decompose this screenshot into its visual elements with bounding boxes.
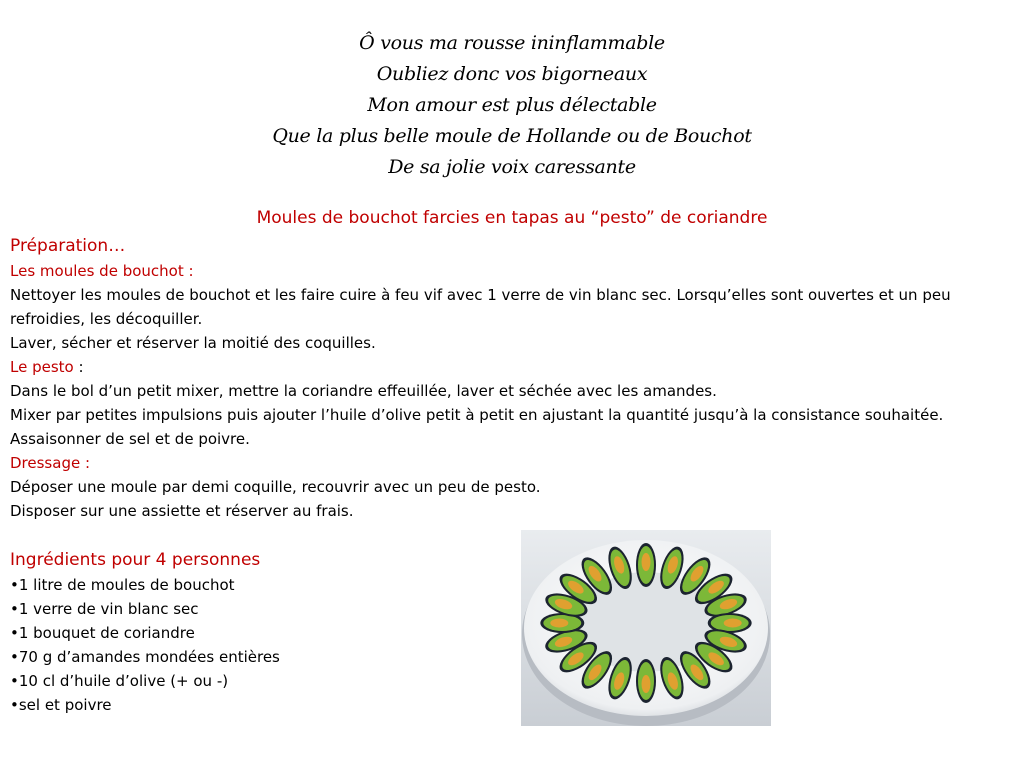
dressage-heading: Dressage : — [10, 454, 91, 472]
poem-line-1: Ô vous ma rousse ininflammable — [359, 32, 665, 54]
poem-line-5: De sa jolie voix caressante — [388, 156, 636, 178]
recipe-body — [10, 233, 1020, 523]
mussel — [636, 543, 656, 587]
mussel-flesh — [642, 553, 651, 571]
dressage-text-2: Disposer sur une assiette et réserver au frais. — [10, 502, 354, 520]
ingredient-item: •1 litre de moules de bouchot — [10, 576, 235, 594]
pesto-colon: : — [73, 358, 84, 376]
poem-line-3: Mon amour est plus délectable — [367, 94, 657, 116]
ingredient-item: •1 verre de vin blanc sec — [10, 600, 199, 618]
mussel-flesh — [724, 619, 742, 628]
pesto-heading: Le pesto — [10, 358, 74, 376]
dressage-text-1: Déposer une moule par demi coquille, recouvrir avec un peu de pesto. — [10, 478, 541, 496]
ingredient-item: •sel et poivre — [10, 696, 112, 714]
mussel — [636, 659, 656, 703]
mussels-plate-image — [521, 530, 771, 726]
pesto-text-1: Dans le bol d’un petit mixer, mettre la coriandre effeuillée, laver et séchée avec les amandes. — [10, 382, 717, 400]
pesto-heading-line — [10, 355, 1020, 379]
moules-text-2: Laver, sécher et réserver la moitié des coquilles. — [10, 334, 376, 352]
poem-line-2: Oubliez donc vos bigorneaux — [376, 63, 648, 85]
mussels-dish-photo — [521, 530, 771, 726]
mussel-flesh — [550, 619, 568, 628]
recipe-title: Moules de bouchot farcies en tapas au “pesto” de coriandre — [256, 208, 768, 228]
ingredients-list — [10, 547, 490, 717]
ingredient-item: •1 bouquet de coriandre — [10, 624, 195, 642]
poem-line-4: Que la plus belle moule de Hollande ou de Bouchot — [272, 125, 752, 147]
moules-text-1: Nettoyer les moules de bouchot et les faire cuire à feu vif avec 1 verre de vin blanc sec. Lorsqu’elles sont ouvertes et un peu refroidies, les décoquiller. — [10, 286, 951, 328]
pesto-text-3: Assaisonner de sel et de poivre. — [10, 430, 250, 448]
ingredient-item: •70 g d’amandes mondées entières — [10, 648, 280, 666]
ingredient-item: •10 cl d’huile d’olive (+ ou -) — [10, 672, 229, 690]
preparation-heading: Préparation… — [10, 236, 126, 256]
poem — [0, 28, 1024, 183]
pesto-text-2: Mixer par petites impulsions puis ajouter l’huile d’olive petit à petit en ajustant la quantité jusqu’à la consistance souhaitée. — [10, 406, 944, 424]
ingredients-title: Ingrédients pour 4 personnes — [10, 550, 261, 570]
mussel-flesh — [642, 675, 651, 693]
moules-heading: Les moules de bouchot : — [10, 262, 194, 280]
